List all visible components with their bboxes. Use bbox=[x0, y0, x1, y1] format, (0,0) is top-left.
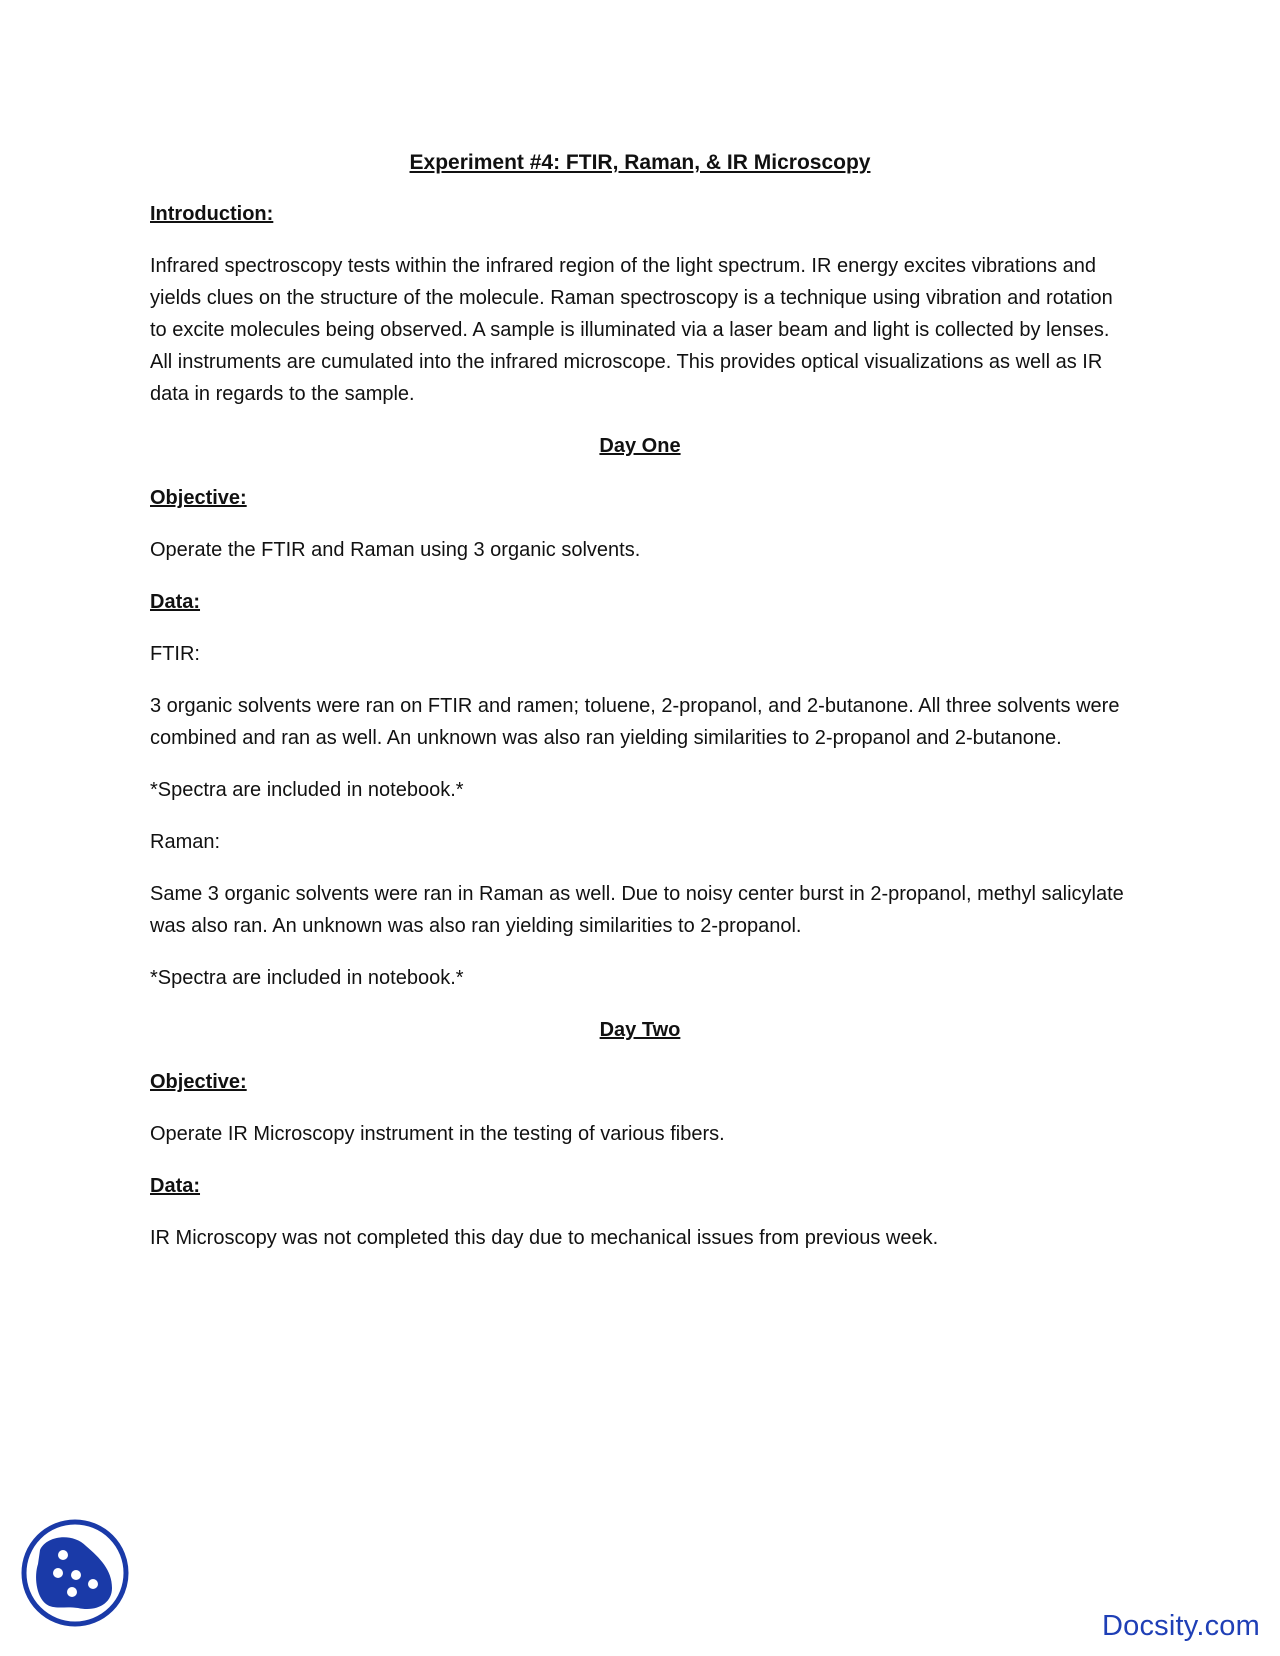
docsity-brand-link[interactable] bbox=[1102, 1610, 1260, 1643]
day-one-objective-heading: Objective: bbox=[150, 487, 247, 509]
day-two-data-text: IR Microscopy was not completed this day due to mechanical issues from previous week. bbox=[150, 1227, 939, 1249]
ftir-note: *Spectra are included in notebook.* bbox=[150, 779, 464, 801]
day-two-objective-text: Operate IR Microscopy instrument in the testing of various fibers. bbox=[150, 1123, 725, 1145]
introduction-text: Infrared spectroscopy tests within the infrared region of the light spectrum. IR energy excites vibrations and yields clues on the structure of the molecule. Raman spectroscopy is a technique using vibration and rotation to excite molecules being observed. A sample is illuminated via a laser beam and light is collected by lenses. All instruments are cumulated into the infrared microscope. This provides optical visualizations as well as IR data in regards to the sample. bbox=[150, 255, 1113, 405]
day-two-objective-heading: Objective: bbox=[150, 1071, 247, 1093]
docsity-logo-icon[interactable] bbox=[20, 1518, 130, 1628]
ftir-text: 3 organic solvents were ran on FTIR and ramen; toluene, 2-propanol, and 2-butanone. All three solvents were combined and ran as well. An unknown was also ran yielding similarities to 2-propanol and 2-butanone. bbox=[150, 695, 1120, 749]
raman-text: Same 3 organic solvents were ran in Raman as well. Due to noisy center burst in 2-propanol, methyl salicylate was also ran. An unknown was also ran yielding similarities to 2-propanol. bbox=[150, 883, 1124, 937]
brand-suffix: .com bbox=[1196, 1610, 1260, 1642]
docsity-logo-svg bbox=[20, 1518, 130, 1628]
document-page bbox=[150, 148, 1130, 1274]
ftir-label: FTIR: bbox=[150, 643, 200, 665]
day-two-data-heading: Data: bbox=[150, 1175, 201, 1197]
document-title: Experiment #4: FTIR, Raman, & IR Microscopy bbox=[409, 151, 871, 174]
raman-label: Raman: bbox=[150, 831, 221, 853]
day-one-objective-text: Operate the FTIR and Raman using 3 organic solvents. bbox=[150, 539, 641, 561]
raman-note: *Spectra are included in notebook.* bbox=[150, 967, 464, 989]
introduction-heading: Introduction: bbox=[150, 203, 274, 225]
brand-name: Docsity bbox=[1102, 1610, 1197, 1642]
day-one-heading: Day One bbox=[599, 435, 681, 457]
day-one-data-heading: Data: bbox=[150, 591, 201, 613]
day-two-heading: Day Two bbox=[599, 1019, 681, 1041]
